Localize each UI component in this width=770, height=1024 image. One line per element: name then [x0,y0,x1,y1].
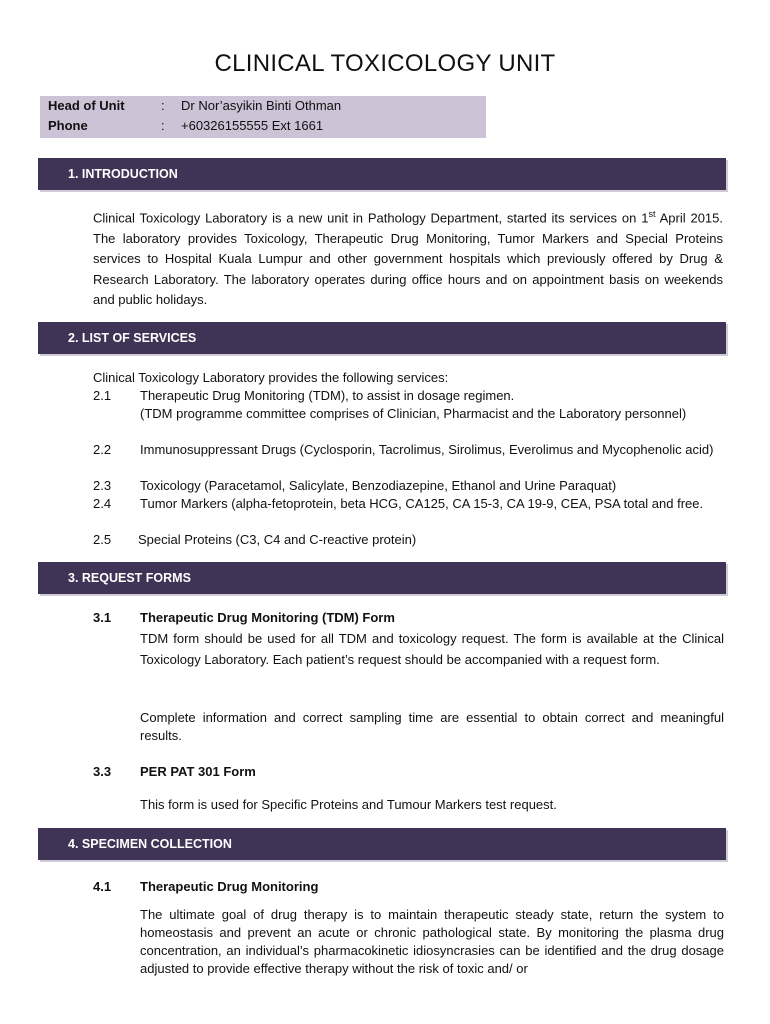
section-heading-request-forms [38,562,726,594]
page-title: CLINICAL TOXICOLOGY UNIT [214,50,556,77]
subsection-number: 4.1 [93,879,112,894]
section-heading-introduction [38,158,726,190]
subsection-title: PER PAT 301 Form [140,764,256,779]
service-item: Toxicology (Paracetamol, Salicylate, Benzodiazepine, Ethanol and Urine Paraquat) [140,478,617,493]
colon: : [161,118,165,133]
service-number: 2.3 [93,478,112,493]
service-item: Tumor Markers (alpha-fetoprotein, beta HCG, CA125, CA 15-3, CA 19-9, CEA, PSA total and free. [140,496,704,511]
service-item: Special Proteins (C3, C4 and C-reactive protein) [138,532,417,547]
colon: : [161,98,165,113]
tdm-form-note: Complete information and correct sampling time are essential to obtain correct and meaningful results. [140,710,724,743]
service-number: 2.5 [93,532,112,547]
service-item: Therapeutic Drug Monitoring (TDM), to assist in dosage regimen. [140,388,515,403]
head-of-unit-value: Dr Nor’asyikin Binti Othman [181,98,342,113]
subsection-number: 3.1 [93,610,112,625]
subsection-title: Therapeutic Drug Monitoring (TDM) Form [140,610,395,625]
intro-superscript: st [648,209,656,219]
intro-text-rest: April 2015. The laboratory provides Toxicology, Therapeutic Drug Monitoring, Tumor Markers and Special Proteins services to Hospital Kuala Lumpur and other government hospitals which previously offered by Drug & Research Laboratory. The laboratory operates during office hours and on appointment basis on weekends and public holidays. [93,210,723,308]
section-heading-text: 4. SPECIMEN COLLECTION [68,837,232,851]
service-number: 2.1 [93,388,112,403]
section-heading-text: 1. INTRODUCTION [68,167,178,181]
tdm-form-paragraph: TDM form should be used for all TDM and toxicology request. The form is available at the Clinical Toxicology Laboratory. Each patient’s request should be accompanied with a request form. [140,631,724,667]
subsection-title: Therapeutic Drug Monitoring [140,879,319,894]
service-number: 2.2 [93,442,112,457]
head-of-unit-label: Head of Unit [48,98,125,113]
section-heading-text: 3. REQUEST FORMS [68,571,191,585]
phone-label: Phone [48,118,88,133]
tdm-specimen-paragraph: The ultimate goal of drug therapy is to maintain therapeutic steady state, return the system to homeostasis and prevent an acute or chronic pathological state. By monitoring the plasma drug concentration, an individual’s pharmacokinetic idiosyncrasies can be identified and the drug dosage adjusted to provide effective therapy without the risk of toxic and/ or [140,907,724,976]
service-item: Immunosuppressant Drugs (Cyclosporin, Tacrolimus, Sirolimus, Everolimus and Mycophenolic acid) [140,442,714,457]
phone-value: +60326155555 Ext 1661 [181,118,324,133]
service-number: 2.4 [93,496,112,511]
unit-info-box [40,96,486,138]
section-heading-text: 2. LIST OF SERVICES [68,331,197,345]
intro-text-start: Clinical Toxicology Laboratory is a new unit in Pathology Department, started its services on 1 [93,210,649,226]
per-pat-paragraph: This form is used for Specific Proteins and Tumour Markers test request. [140,797,557,812]
introduction-paragraph [93,204,723,311]
service-item-note: (TDM programme committee comprises of Clinician, Pharmacist and the Laboratory personnel) [140,406,687,421]
section-heading-specimen-collection [38,828,726,860]
section-heading-list-of-services [38,322,726,354]
services-intro: Clinical Toxicology Laboratory provides the following services: [93,370,449,385]
subsection-number: 3.3 [93,764,112,779]
